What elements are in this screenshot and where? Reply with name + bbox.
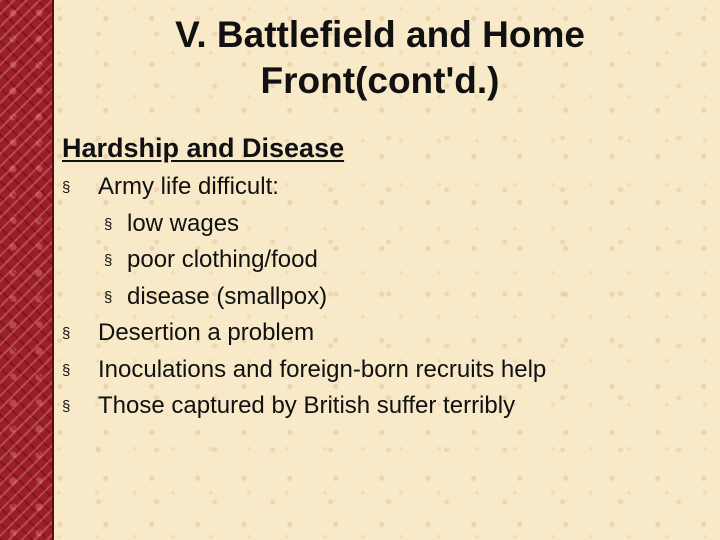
slide-title — [56, 12, 704, 104]
decorative-side-strip — [0, 0, 54, 540]
bullet-marker-icon: § — [62, 179, 71, 196]
section-heading: Hardship and Disease — [62, 133, 345, 163]
sub-bullet-item — [62, 207, 712, 244]
bullet-marker-icon: § — [62, 325, 71, 342]
bullet-text: Army life difficult: — [98, 173, 279, 200]
bullet-text: low wages — [127, 209, 240, 237]
bullet-item — [62, 353, 712, 390]
bullet-marker-icon: § — [62, 398, 71, 415]
bullet-text: disease (smallpox) — [127, 282, 328, 310]
bullet-text: Desertion a problem — [98, 319, 315, 346]
title-line-1: V. Battlefield and Home — [175, 14, 585, 55]
bullet-marker-icon: § — [104, 215, 113, 233]
sub-bullet-item — [62, 280, 712, 317]
bullet-item — [62, 389, 712, 426]
bullet-list — [62, 170, 712, 426]
bullet-text: poor clothing/food — [127, 246, 318, 273]
title-line-2: Front(cont'd.) — [260, 60, 500, 101]
sub-bullet-item — [62, 243, 712, 280]
bullet-item — [62, 170, 712, 207]
bullet-text: Those captured by British suffer terribly — [98, 392, 516, 419]
bullet-item — [62, 316, 712, 353]
bullet-marker-icon: § — [104, 252, 113, 269]
bullet-marker-icon: § — [62, 361, 71, 379]
bullet-text: Inoculations and foreign-born recruits help — [98, 355, 547, 383]
bullet-marker-icon: § — [104, 288, 113, 306]
